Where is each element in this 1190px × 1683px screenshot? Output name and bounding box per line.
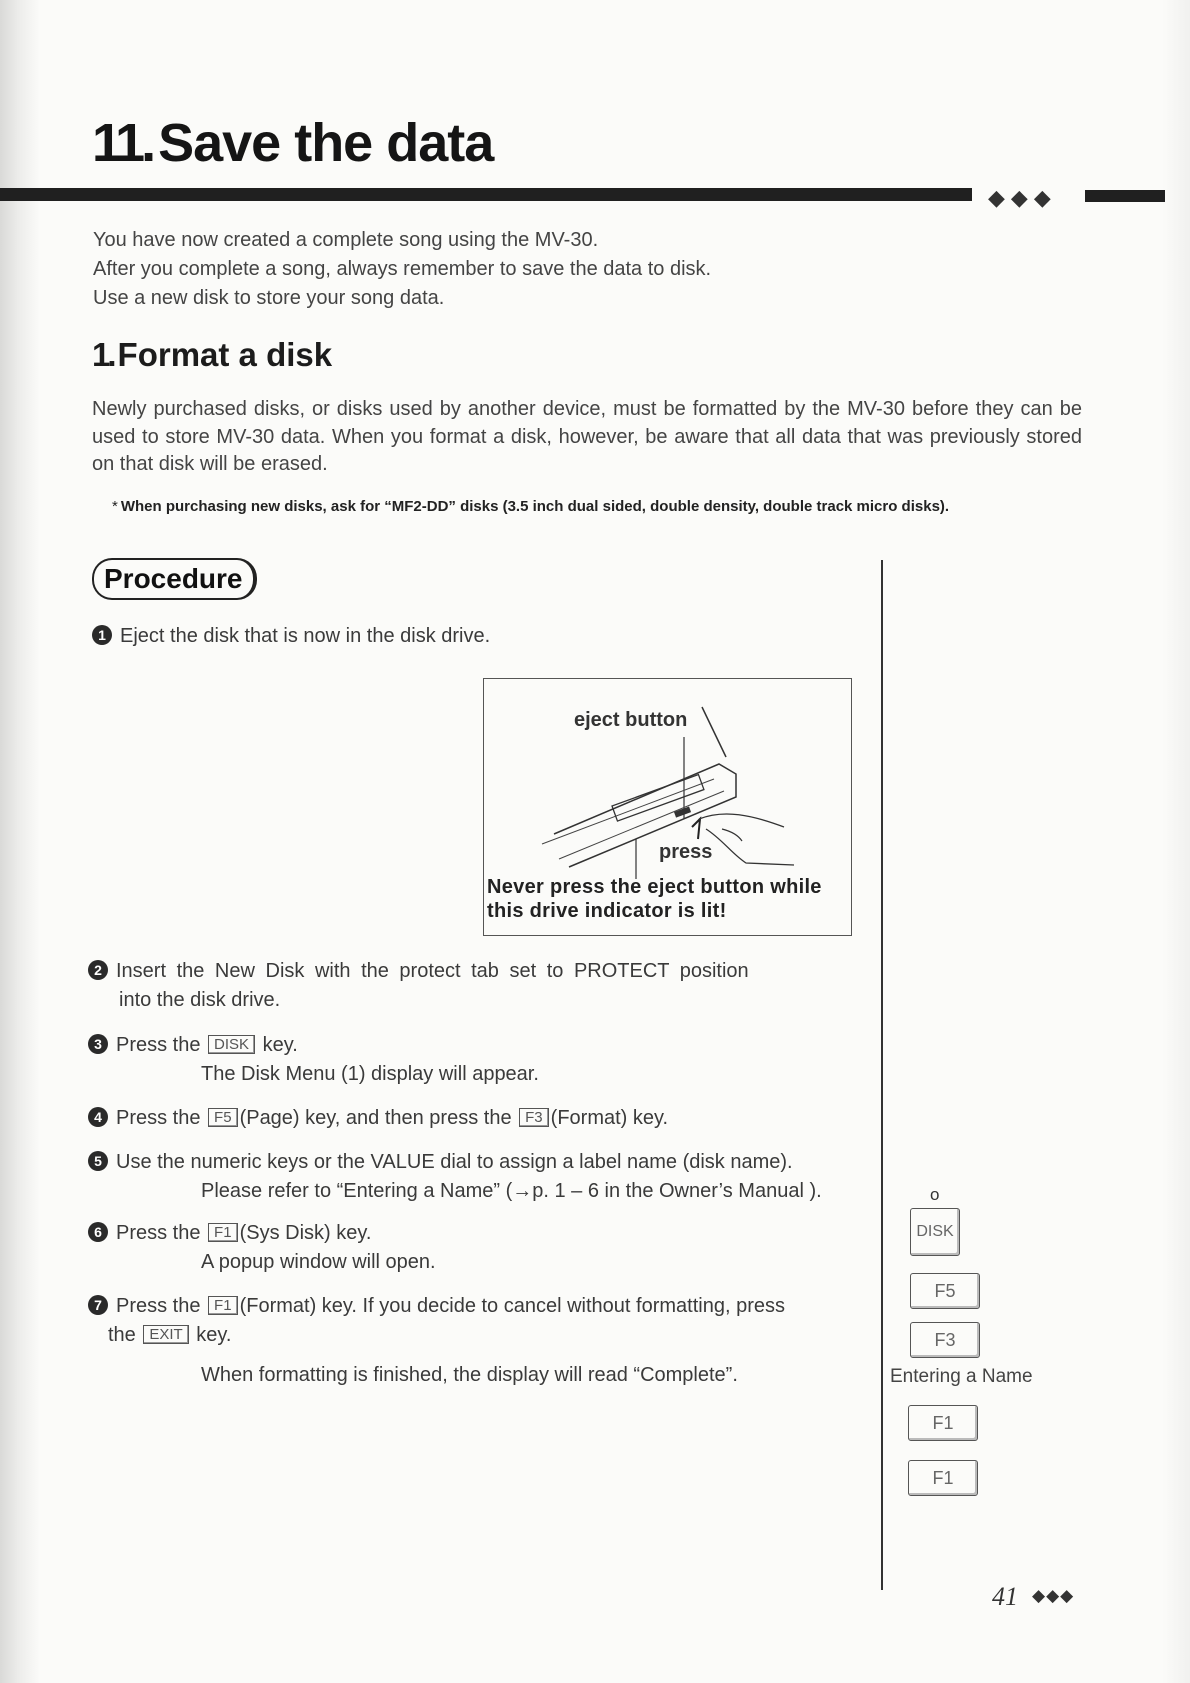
section-number: 1.: [92, 336, 114, 373]
step-text: Insert the New Disk with the protect tab set to PROTECT position: [116, 960, 749, 982]
purchase-note: [112, 497, 1082, 517]
sidebar-f3-key: F3: [910, 1322, 980, 1358]
step-4: [88, 1104, 668, 1133]
sidebar-disk-key: DISK: [910, 1208, 960, 1256]
sidebar-divider: [881, 560, 883, 1590]
step-text: (Format) key. If you decide to cancel without formatting, press: [239, 1295, 785, 1317]
step-reference: Please refer to “Entering a Name” (→p. 1 – 6 in the Owner’s Manual ).: [201, 1179, 822, 1202]
procedure-badge: Procedure: [92, 558, 257, 600]
f1-key: F1: [208, 1296, 238, 1315]
step-text: (Page) key, and then press the: [239, 1107, 512, 1129]
note-asterisk: *: [112, 498, 118, 515]
caption-line: Never press the eject button while: [487, 876, 822, 898]
step-3: [88, 1031, 539, 1088]
intro-line: You have now created a complete song using the MV-30.: [93, 229, 599, 251]
exit-key: EXIT: [143, 1325, 188, 1344]
page-number: 41: [992, 1582, 1018, 1611]
step-text: Press the: [116, 1222, 201, 1244]
intro-line: Use a new disk to store your song data.: [93, 287, 445, 309]
sidebar-dot-marker: o: [930, 1185, 940, 1204]
note-text: When purchasing new disks, ask for “MF2-DD” disks (3.5 inch dual sided, double density, double track micro disks).: [120, 498, 950, 515]
step-7: [88, 1292, 858, 1390]
page-binding-shadow: [0, 0, 40, 1683]
step-text: (Format) key.: [550, 1107, 669, 1129]
step-number-badge: 6: [88, 1222, 108, 1242]
step-6: [88, 1219, 436, 1276]
sidebar-f1-key: F1: [908, 1405, 978, 1441]
step-text-continued: into the disk drive.: [119, 988, 281, 1011]
title-rule: [0, 188, 972, 201]
step-1: [92, 622, 490, 651]
page-edge-shadow: [1162, 0, 1190, 1683]
step-result: When formatting is finished, the display will read “Complete”.: [201, 1364, 738, 1386]
step-number-badge: 2: [88, 960, 108, 980]
f5-key: F5: [208, 1108, 238, 1127]
step-text: Use the numeric keys or the VALUE dial to assign a label name (disk name).: [116, 1151, 793, 1173]
section-title: Format a disk: [117, 336, 333, 373]
step-text: Press the: [116, 1295, 201, 1317]
section-heading: [92, 336, 332, 374]
step-text: key.: [262, 1034, 298, 1056]
step-result: A popup window will open.: [201, 1250, 436, 1273]
eject-button-label: eject button: [574, 709, 688, 731]
step-result: The Disk Menu (1) display will appear.: [201, 1062, 539, 1085]
chapter-title-text: Save the data: [158, 113, 494, 173]
section-paragraph: Newly purchased disks, or disks used by another device, must be formatted by the MV-30 before they can be used to store MV-30 data. When you format a disk, however, be aware that all data that was previously stored on that disk will be erased.: [92, 398, 1082, 475]
step-text: Eject the disk that is now in the disk drive.: [120, 625, 491, 647]
chapter-number: 11.: [92, 113, 153, 173]
intro-text: [93, 226, 711, 313]
step-2: [88, 957, 853, 1014]
caption-line: this drive indicator is lit!: [487, 900, 727, 922]
intro-line: After you complete a song, always remember to save the data to disk.: [93, 258, 712, 280]
sidebar-f5-key: F5: [910, 1273, 980, 1309]
page-number-ornament: ◆◆◆: [1032, 1586, 1075, 1605]
figure-caption: [487, 875, 847, 923]
step-text: key.: [196, 1323, 232, 1346]
step-number-badge: 3: [88, 1034, 108, 1054]
step-5: [88, 1148, 822, 1205]
sidebar-f1-key: F1: [908, 1460, 978, 1496]
step-number-badge: 5: [88, 1151, 108, 1171]
title-rule-end: [1085, 190, 1165, 202]
disk-drive-illustration: [483, 678, 852, 936]
f1-key: F1: [208, 1223, 238, 1242]
step-number-badge: 7: [88, 1295, 108, 1315]
step-text: Press the: [116, 1034, 201, 1056]
sidebar-entering-name-label: Entering a Name: [890, 1366, 1033, 1387]
f3-key: F3: [519, 1108, 549, 1127]
disk-key: DISK: [208, 1035, 255, 1054]
step-text: the: [108, 1323, 136, 1346]
rule-diamond-ornament: ◆◆◆: [988, 185, 1057, 210]
step-text: Press the: [116, 1107, 201, 1129]
step-text: (Sys Disk) key.: [239, 1222, 372, 1244]
chapter-title: [92, 112, 493, 174]
step-number-badge: 4: [88, 1107, 108, 1127]
press-label: press: [659, 841, 713, 863]
step-number-badge: 1: [92, 625, 112, 645]
